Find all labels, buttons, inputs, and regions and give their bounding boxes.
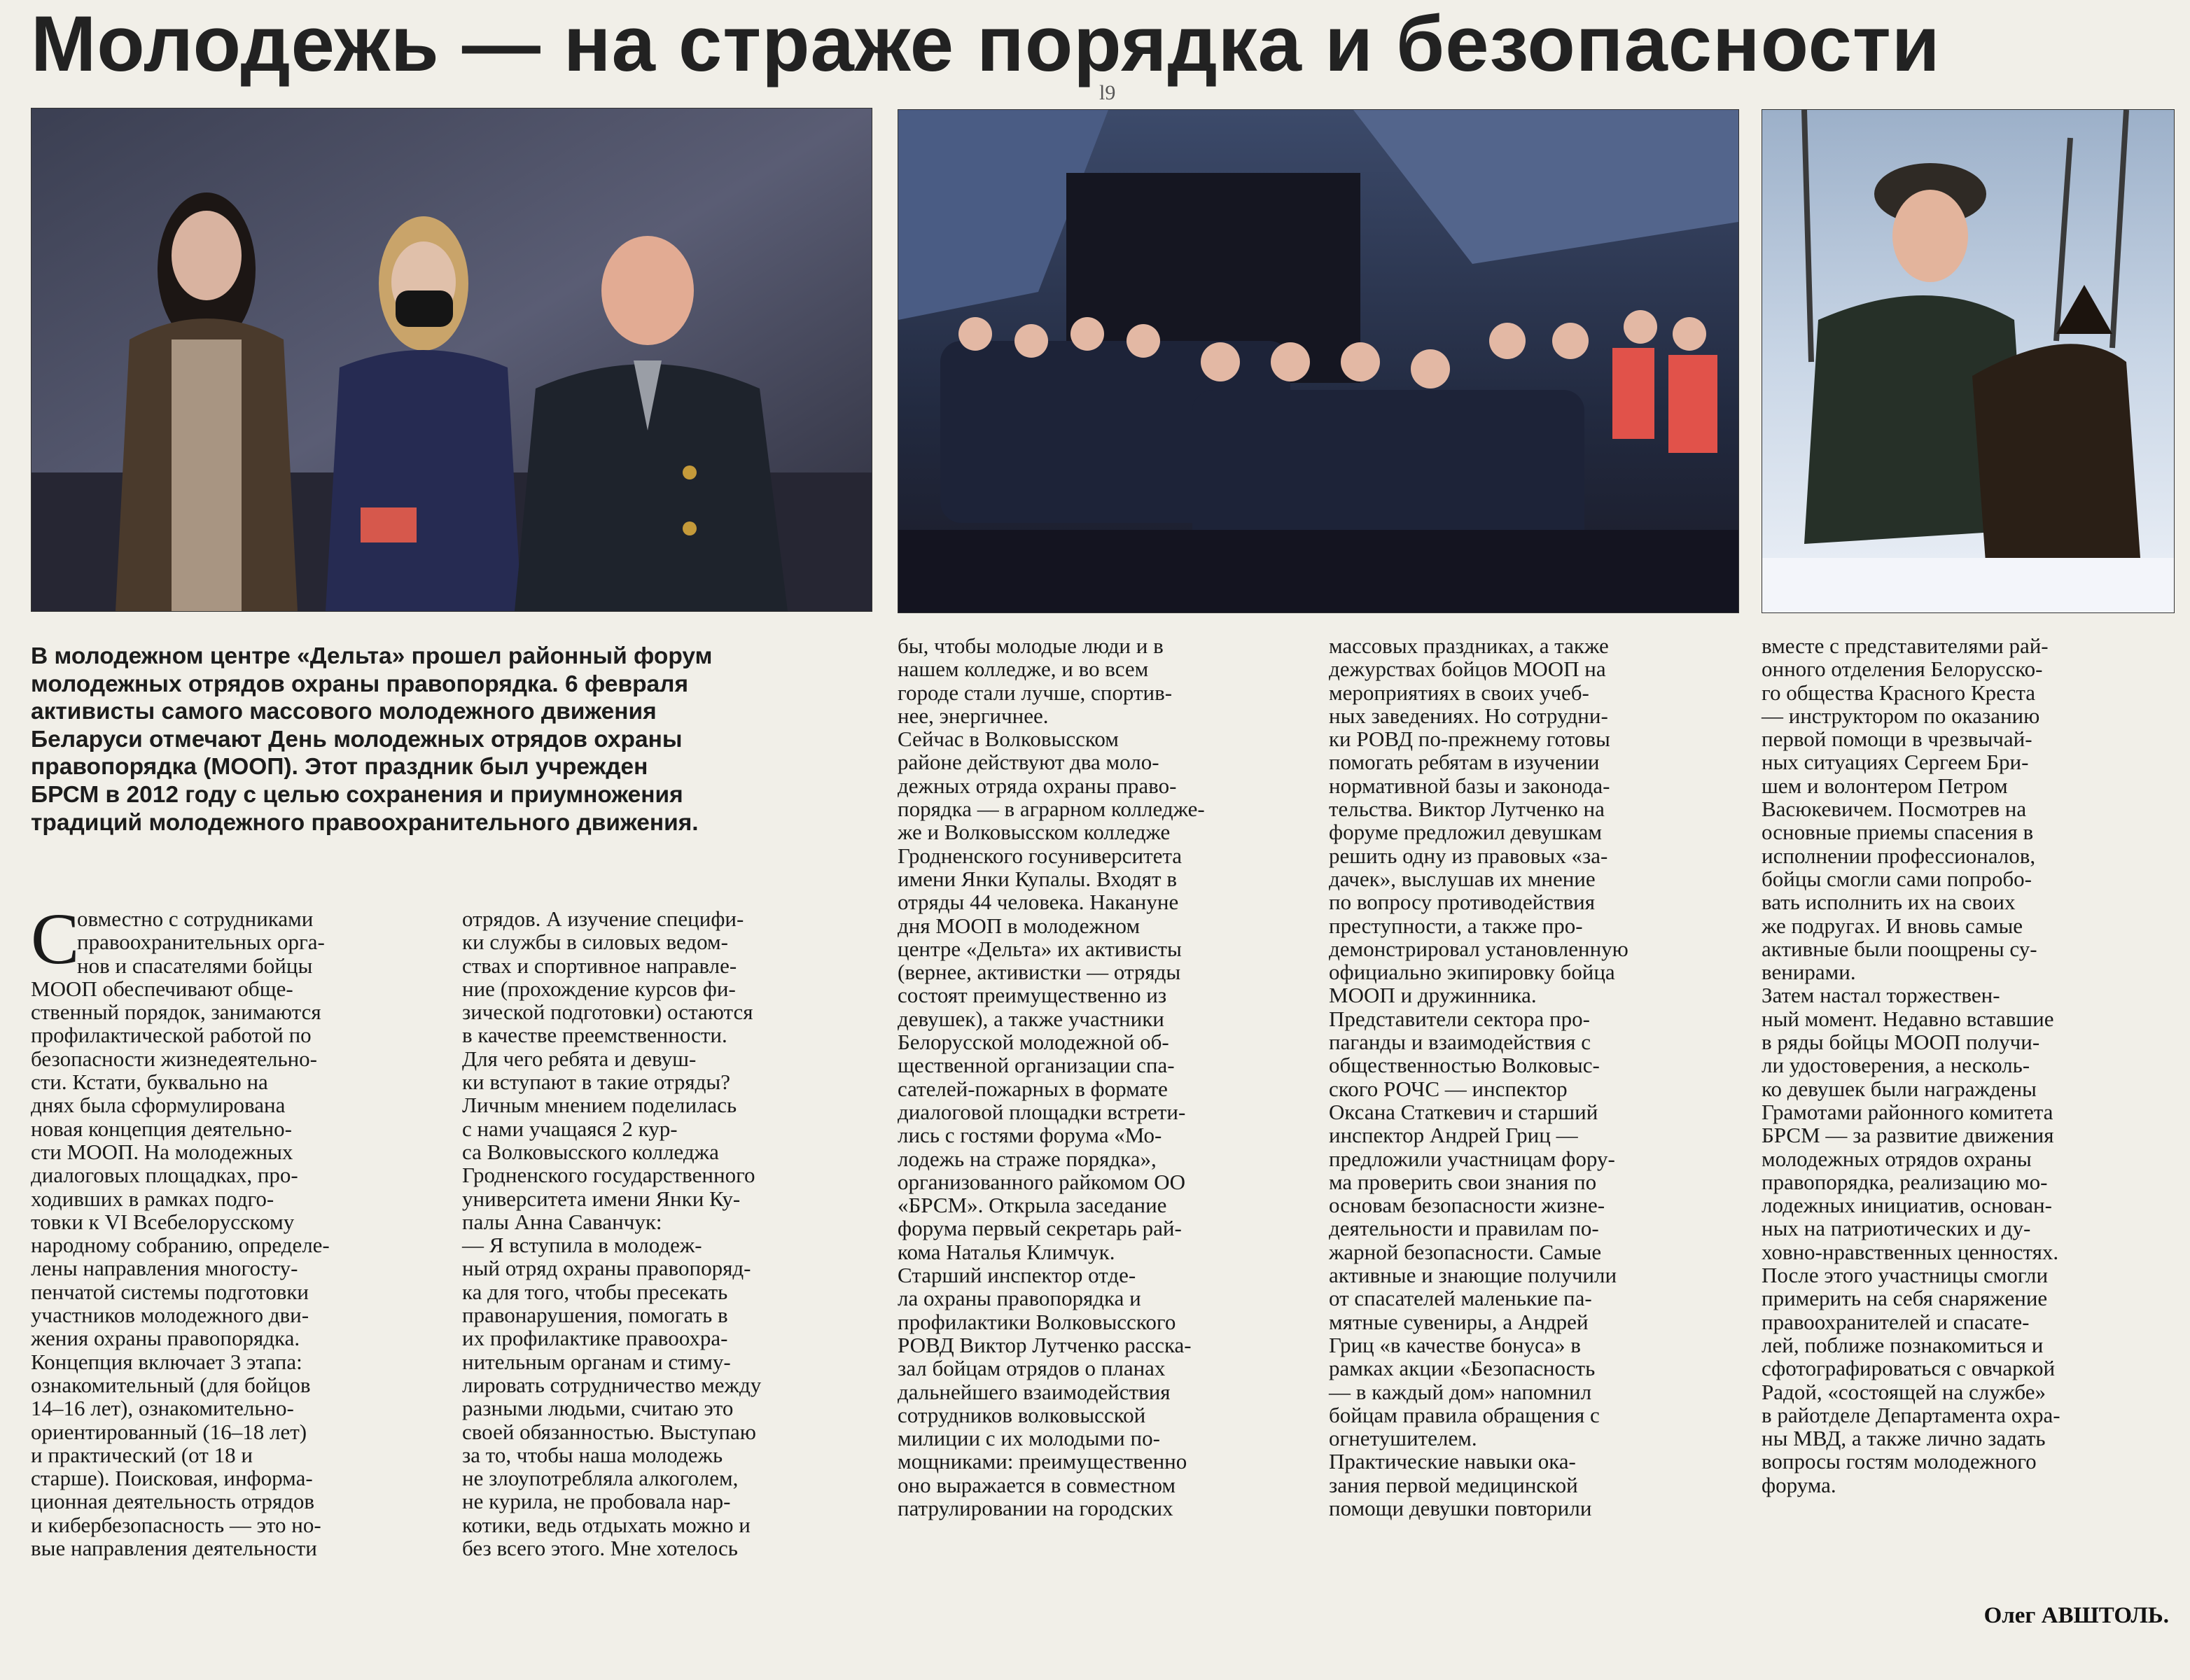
photo-three-people-illustration [32,108,872,611]
text-line: Грамотами районного комитета [1762,1099,2053,1124]
text-line: РОВД Виктор Лутченко расска- [898,1332,1192,1357]
text-line: преступности, а также про- [1329,913,1583,938]
text-line: Гриц «в качестве бонуса» в [1329,1332,1581,1357]
text-line: пенчатой системы подготовки [31,1279,309,1304]
text-line: молодежных отрядов охраны [1762,1146,2032,1171]
text-line: ки службы в силовых ведом- [462,930,728,955]
text-line: вместе с представителями рай- [1762,634,2049,658]
lead-line: Беларуси отмечают День молодежных отрядов охраны [31,726,683,752]
text-line: ского РОЧС — инспектор [1329,1076,1568,1101]
text-line: активные и знающие получили [1329,1263,1617,1288]
text-line: сти МООП. На молодежных [31,1139,293,1164]
text-line: ки вступают в такие отряды? [462,1070,731,1095]
text-line: бы, чтобы молодые люди и в [898,634,1164,658]
text-line: са Волковысского колледжа [462,1139,719,1164]
text-line: дня МООП в молодежном [898,913,1141,938]
text-line: своей обязанностью. Выступаю [462,1419,756,1444]
column-5 [1762,634,2171,1497]
author-byline: Олег АВШТОЛЬ. [1983,1603,2169,1628]
text-line: форуме предложил девушкам [1329,820,1602,845]
text-line: ховно-нравственных ценностях. [1762,1239,2059,1264]
text-line: примерить на себя снаряжение [1762,1286,2048,1311]
text-line: и кибербезопасность — это но- [31,1512,321,1537]
text-line: МООП обеспечивают обще- [31,976,293,1001]
text-line: состоят преимущественно из [898,983,1167,1008]
text-line: же и Волковысском колледже [898,820,1171,845]
headline: Молодежь — на страже порядка и безопасности [31,0,1941,88]
text-line: имени Янки Купалы. Входят в [898,866,1177,891]
text-line: — Я вступила в молодеж- [462,1233,702,1258]
text-line: Сейчас в Волковысском [898,727,1119,752]
text-line: ходивших в рамках подго- [31,1186,274,1211]
lead-paragraph [31,643,863,836]
text-line: организованного райкомом ОО [898,1169,1185,1194]
column-3 [898,634,1307,1520]
text-line: товки к VI Всебелорусскому [31,1209,295,1234]
text-line: лены направления многосту- [31,1256,298,1281]
text-line: шем и волонтером Петром [1762,773,2008,798]
text-line: Личным мнением поделилась [462,1093,737,1118]
text-line: венирами. [1762,960,1856,985]
text-line: лировать сотрудничество между [462,1372,762,1397]
text-line: ко девушек были награждены [1762,1076,2037,1101]
text-line: Практические навыки ока- [1329,1449,1576,1474]
text-line: лей, поближе познакомиться и [1762,1332,2044,1357]
text-line: огнетушителем. [1329,1426,1477,1451]
text-line: отряды 44 человека. Накануне [898,890,1179,915]
text-line: ный момент. Недавно вставшие [1762,1006,2054,1031]
text-line: центре «Дельта» их активисты [898,936,1182,961]
lead-line: БРСМ в 2012 году с целью сохранения и приумножения [31,781,683,808]
text-line: ный отряд охраны правопоряд- [462,1256,751,1281]
text-line: Гродненского госуниверситета [898,843,1183,868]
text-line: овместно с сотрудниками [77,906,314,931]
lead-line: правопорядка (МООП). Этот праздник был учрежден [31,754,648,780]
text-line: го общества Красного Креста [1762,680,2036,705]
text-line: 14–16 лет), ознакомительно- [31,1396,294,1421]
text-line: ных заведениях. Но сотрудни- [1329,703,1608,728]
text-line: правоохранителей и спасате- [1762,1309,2030,1334]
text-line: вые направления деятельности [31,1536,317,1561]
text-line: в качестве преемственности. [462,1023,727,1048]
text-line: ознакомительный (для бойцов [31,1372,311,1397]
text-line: от спасателей маленькие па- [1329,1286,1592,1311]
text-line: нительным органам и стиму- [462,1349,731,1374]
text-line: щественной организации спа- [898,1053,1175,1078]
text-line: в ряды бойцы МООП получи- [1762,1030,2040,1055]
text-line: онного отделения Белорусско- [1762,657,2043,682]
text-line: ственный порядок, занимаются [31,1000,321,1025]
text-line: дежурствах бойцов МООП на [1329,657,1606,682]
text-line: нов и спасателями бойцы [77,953,313,978]
photo-officer-with-dog [1762,109,2175,613]
text-line: вать исполнить их на своих [1762,890,2016,915]
text-line: днях была сформулирована [31,1093,286,1118]
text-line: ка для того, чтобы пресекать [462,1279,728,1304]
text-line: не курила, не пробовала нар- [462,1489,731,1514]
text-line: за то, чтобы наша молодежь [462,1442,723,1467]
text-line: общественностью Волковыс- [1329,1053,1600,1078]
text-line: — инструктором по оказанию [1762,703,2040,728]
text-line: нормативной базы и законода- [1329,773,1610,798]
text-line: и практический (от 18 и [31,1442,253,1467]
text-line: Концепция включает 3 этапа: [31,1349,302,1374]
text-line: безопасности жизнедеятельно- [31,1046,317,1071]
text-line: мятные сувениры, а Андрей [1329,1309,1589,1334]
text-line: милиции с их молодыми по- [898,1426,1160,1451]
text-line: диалоговых площадках, про- [31,1163,298,1188]
text-line: по вопросу противодействия [1329,890,1595,915]
text-line: правонарушения, помогать в [462,1303,728,1328]
text-line: отрядов. А изучение специфи- [462,906,744,931]
text-line: Для чего ребята и девуш- [462,1046,697,1071]
text-line: правопорядка, реализацию мо- [1762,1169,2048,1194]
text-line: официально экипировку бойца [1329,960,1615,985]
text-line: инспектор Андрей Гриц — [1329,1123,1578,1148]
text-line: городе стали лучше, спортив- [898,680,1173,705]
text-line: разными людьми, считаю это [462,1396,734,1421]
text-line: в райотделе Департамента охра- [1762,1402,2060,1427]
text-line: первой помощи в чрезвычай- [1762,727,2032,752]
text-line: сфотографироваться с овчаркой [1762,1356,2056,1381]
text-line: бойцам правила обращения с [1329,1402,1600,1427]
text-line: дежных отряда охраны право- [898,773,1177,798]
lead-line: В молодежном центре «Дельта» прошел районный форум [31,643,713,669]
text-line: девушек), а также участники [898,1006,1164,1031]
text-line: ционная деятельность отрядов [31,1489,315,1514]
text-line: не злоупотребляла алкоголем, [462,1466,739,1491]
text-line: основные приемы спасения в [1762,820,2034,845]
photo-officer-with-dog-illustration [1762,110,2174,612]
text-line: активные были поощрены су- [1762,936,2037,961]
text-line: народному собранию, определе- [31,1233,330,1258]
text-line: зической подготовки) остаются [462,1000,753,1025]
text-line: Представители сектора про- [1329,1006,1590,1031]
text-line: университета имени Янки Ку- [462,1186,741,1211]
text-line: (вернее, активистки — отряды [898,960,1181,985]
text-line: ствах и спортивное направле- [462,953,737,978]
text-line: районе действуют два моло- [898,750,1159,775]
text-line: жарной безопасности. Самые [1329,1239,1602,1264]
text-line: без всего этого. Мне хотелось [462,1536,738,1561]
text-line: ориентированный (16–18 лет) [31,1419,307,1444]
photo-seated-participants-illustration [898,110,1738,612]
text-line: деятельности и правилам по- [1329,1216,1599,1241]
text-line: сотрудников волковысской [898,1402,1146,1427]
text-line: рамках акции «Безопасность [1329,1356,1596,1381]
text-line: массовых праздниках, а также [1329,634,1609,658]
text-line: мощниками: преимущественно [898,1449,1187,1474]
text-line: После этого участницы смогли [1762,1263,2049,1288]
text-line: тельства. Виктор Лутченко на [1329,797,1605,822]
text-line: старше). Поисковая, информа- [31,1466,313,1491]
text-line: зал бойцам отрядов о планах [898,1356,1166,1381]
drop-cap: С [31,899,80,979]
text-line: паганды и взаимодействия с [1329,1030,1591,1055]
text-line: правоохранительных орга- [77,930,325,955]
text-line: мероприятиях в своих учеб- [1329,680,1589,705]
text-line: ки РОВД по-прежнему готовы [1329,727,1610,752]
text-line: с нами учащаяся 2 кур- [462,1116,678,1141]
column-4 [1329,634,1738,1520]
column-1 [31,899,437,1561]
text-line: котики, ведь отдыхать можно и [462,1512,751,1537]
text-line: Радой, «состоящей на службе» [1762,1379,2046,1404]
lead-line: молодежных отрядов охраны правопорядка. 6 февраля [31,671,688,697]
text-line: оно выражается в совместном [898,1472,1176,1497]
text-line: Белорусской молодежной об- [898,1030,1169,1055]
text-line: ных на патриотических и ду- [1762,1216,2031,1241]
text-line: сателей-пожарных в формате [898,1076,1168,1101]
text-line: решить одну из правовых «за- [1329,843,1608,868]
text-line: нее, энергичнее. [898,703,1049,728]
text-line: ние (прохождение курсов фи- [462,976,736,1001]
text-line: лись с гостями форума «Мо- [898,1123,1162,1148]
text-line: исполнении профессионалов, [1762,843,2036,868]
text-line: вопросы гостям молодежного [1762,1449,2037,1474]
lead-line: активисты самого массового молодежного движения [31,699,657,725]
text-line: БРСМ — за развитие движения [1762,1123,2054,1148]
text-line: Оксана Статкевич и старший [1329,1099,1598,1124]
text-line: новая концепция деятельно- [31,1116,292,1141]
text-line: патрулировании на городских [898,1495,1173,1520]
text-line: участников молодежного дви- [31,1303,309,1328]
text-line: их профилактике правоохра- [462,1326,728,1351]
text-line: Старший инспектор отде- [898,1263,1136,1288]
text-line: дальнейшего взаимодействия [898,1379,1171,1404]
text-line: ма проверить свои знания по [1329,1169,1597,1194]
text-line: дачек», выслушав их мнение [1329,866,1596,891]
text-line: МООП и дружинника. [1329,983,1537,1008]
text-line: форума. [1762,1472,1836,1497]
page-mark: l9 [1099,81,1116,104]
text-line: «БРСМ». Открыла заседание [898,1193,1167,1218]
text-line: ны МВД, а также лично задать [1762,1426,2046,1451]
photo-seated-participants [898,109,1739,613]
text-line: же подругах. И вновь самые [1762,913,2023,938]
text-line: профилактической работой по [31,1023,312,1048]
text-line: жения охраны правопорядка. [31,1326,300,1351]
text-line: профилактики Волковысского [898,1309,1176,1334]
text-line: зания первой медицинской [1329,1472,1578,1497]
text-line: ных ситуациях Сергеем Бри- [1762,750,2029,775]
photo-three-people [31,108,872,612]
text-line: форума первый секретарь рай- [898,1216,1182,1241]
text-line: Васюкевичем. Посмотрев на [1762,797,2027,822]
text-line: — в каждый дом» напомнил [1329,1379,1592,1404]
text-line: сти. Кстати, буквально на [31,1070,268,1095]
text-line: нашем колледже, и во всем [898,657,1149,682]
text-line: основам безопасности жизне- [1329,1193,1605,1218]
text-line: помощи девушки повторили [1329,1495,1592,1520]
text-line: помогать ребятам в изучении [1329,750,1600,775]
text-line: лодежных инициатив, основан- [1762,1193,2052,1218]
text-line: палы Анна Саванчук: [462,1209,662,1234]
text-line: предложили участницам фору- [1329,1146,1615,1171]
text-line: порядка — в аграрном колледже- [898,797,1205,822]
text-line: бойцы смогли сами попробо- [1762,866,2032,891]
text-line: лодежь на страже порядка», [898,1146,1157,1171]
text-line: диалоговой площадки встрети- [898,1099,1186,1124]
text-line: Гродненского государственного [462,1163,755,1188]
text-line: Затем настал торжествен- [1762,983,2000,1008]
lead-line: традиций молодежного правоохранительного движения. [31,809,699,836]
text-line: демонстрировал установленную [1329,936,1628,961]
text-line: ли удостоверения, а несколь- [1762,1053,2030,1078]
text-line: ла охраны правопорядка и [898,1286,1141,1311]
column-2 [462,907,868,1560]
text-line: кома Наталья Климчук. [898,1239,1115,1264]
